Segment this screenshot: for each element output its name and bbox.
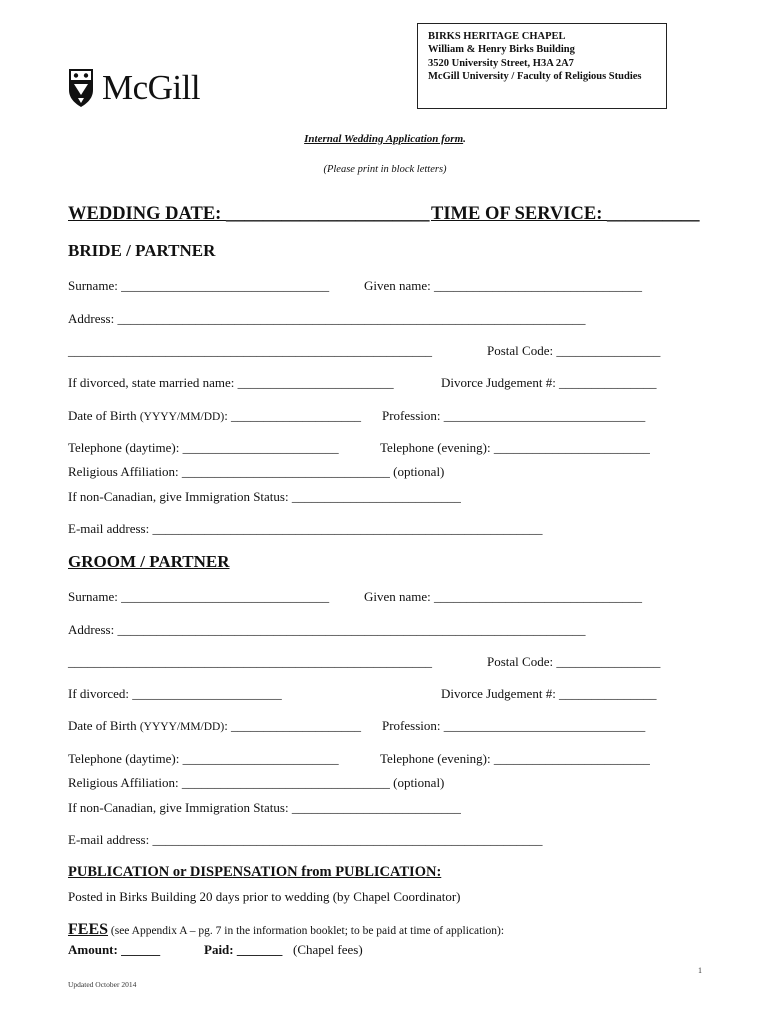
bride-profession-field[interactable]: Profession: _______________________________ [382,408,646,423]
groom-email-field[interactable]: E-mail address: ____________________________________________________________ [68,832,543,847]
form-subtitle: (Please print in block letters) [323,164,447,175]
updated-date: Updated October 2014 [68,980,137,989]
fees-amount-field[interactable]: Amount: ______ [68,942,161,957]
fees-chapel-note: (Chapel fees) [293,942,363,957]
bride-address-field[interactable]: Address: ________________________________________________________________________ [68,311,586,326]
bride-address-line-2-field[interactable]: ________________________________________________________ [68,343,432,358]
fees-paid-field[interactable]: Paid: _______ [204,942,283,957]
bride-postal-code-field[interactable]: Postal Code: ________________ [487,343,661,358]
publication-heading: PUBLICATION or DISPENSATION from PUBLICATION: [68,864,442,880]
bride-immigration-field[interactable]: If non-Canadian, give Immigration Status: __________________________ [68,489,461,504]
bride-dob-format: (YYYY/MM/DD) [139,411,225,423]
groom-dob-format: (YYYY/MM/DD) [139,721,225,733]
groom-telephone-evening-field[interactable]: Telephone (evening): ________________________ [380,751,650,766]
bride-divorced-field[interactable]: If divorced, state married name: ________________________ [68,375,394,390]
publication-text: Posted in Birks Building 20 days prior to wedding (by Chapel Coordinator) [68,889,461,904]
groom-divorced-field[interactable]: If divorced: _______________________ [68,686,282,701]
groom-dob-label: Date of Birth [68,718,140,733]
bride-dob-field[interactable] [68,408,361,424]
groom-postal-code-field[interactable]: Postal Code: ________________ [487,654,661,669]
time-of-service-blank: __________ [606,204,700,224]
groom-given-name-field[interactable]: Given name: ________________________________ [364,589,643,604]
fees-heading: FEES [68,921,109,938]
bride-given-name-field[interactable]: Given name: ________________________________ [364,278,643,293]
groom-divorce-judgement-field[interactable]: Divorce Judgement #: _______________ [441,686,657,701]
groom-immigration-field[interactable]: If non-Canadian, give Immigration Status: __________________________ [68,800,461,815]
wedding-date-label: WEDDING DATE: [68,204,226,224]
time-of-service-field[interactable] [431,204,699,225]
mcgill-wordmark: McGill [102,68,201,107]
form-title [0,133,770,145]
time-of-service-label: TIME OF SERVICE: [431,204,607,224]
address-line-3: 3520 University Street, H3A 2A7 [428,57,574,69]
form-title-period: . [463,133,466,145]
mcgill-logo [68,68,200,108]
wedding-date-field[interactable] [68,204,429,225]
bride-heading: BRIDE / PARTNER [68,241,216,260]
bride-dob-blank: : ____________________ [224,408,362,423]
wedding-date-blank: ______________________ [225,204,430,224]
groom-dob-blank: : ____________________ [224,718,362,733]
form-title-text: Internal Wedding Application form [304,133,464,145]
groom-dob-field[interactable] [68,718,361,734]
mcgill-crest-icon [68,68,94,108]
address-line-2: William & Henry Birks Building [428,44,575,56]
address-line-1: BIRKS HERITAGE CHAPEL [428,31,566,42]
groom-address-line-2-field[interactable]: ________________________________________________________ [68,654,432,669]
bride-email-field[interactable]: E-mail address: ____________________________________________________________ [68,521,543,536]
bride-dob-label: Date of Birth [68,408,140,423]
fees-line [68,921,504,939]
address-line-4: McGill University / Faculty of Religious Studies [428,71,642,83]
groom-address-field[interactable]: Address: ________________________________________________________________________ [68,622,586,637]
bride-surname-field[interactable]: Surname: ________________________________ [68,278,330,293]
groom-profession-field[interactable]: Profession: _______________________________ [382,718,646,733]
bride-religion-field[interactable]: Religious Affiliation: ________________________________ (optional) [68,464,445,479]
groom-heading: GROOM / PARTNER [68,552,230,571]
fees-note: (see Appendix A – pg. 7 in the information booklet; to be paid at time of application): [108,925,505,937]
groom-telephone-day-field[interactable]: Telephone (daytime): ________________________ [68,751,339,766]
bride-telephone-day-field[interactable]: Telephone (daytime): ________________________ [68,440,339,455]
page-number: 1 [698,966,702,975]
groom-religion-field[interactable]: Religious Affiliation: ________________________________ (optional) [68,775,445,790]
bride-divorce-judgement-field[interactable]: Divorce Judgement #: _______________ [441,375,657,390]
bride-telephone-evening-field[interactable]: Telephone (evening): ________________________ [380,440,650,455]
groom-surname-field[interactable]: Surname: ________________________________ [68,589,330,604]
chapel-address-box [417,23,667,109]
